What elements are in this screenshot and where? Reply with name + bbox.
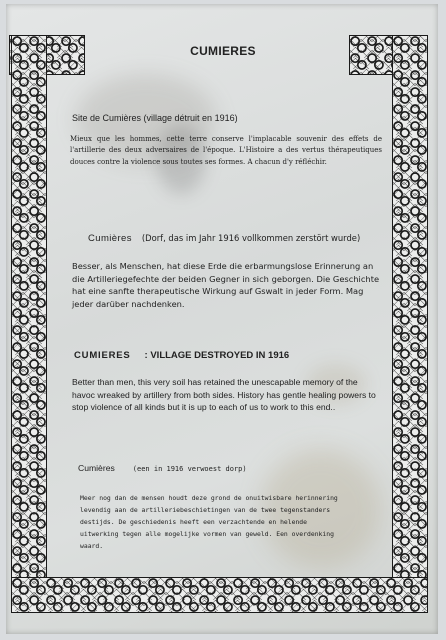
dutch-heading-place: Cumières xyxy=(78,463,115,473)
page-title: CUMIERES xyxy=(190,44,256,58)
french-heading: Site de Cumières (village détruit en 1916) xyxy=(72,113,238,123)
ornamental-border-bottom xyxy=(12,578,427,612)
german-paragraph: Besser, als Menschen, hat diese Erde die erbarmungslose Erinnerung an die Artilleriegefechte der beiden Gegner in sich geborgen. Die Geschichte hat eine sanfte therapeutische Wirkung auf Gswalt in jeder Form. Mag jeder darüber nachdenken. xyxy=(72,261,380,310)
english-paragraph: Better than men, this very soil has retained the unescapable memory of the havoc wreaked by artillery from both sides. History has gentle healing powers to stop violence of all kinds but it is up to each of us to work to this end.. xyxy=(72,377,376,413)
english-heading xyxy=(74,350,289,361)
english-heading-place: CUMIERES xyxy=(74,350,131,361)
english-heading-subtitle: : VILLAGE DESTROYED IN 1916 xyxy=(144,350,290,361)
french-paragraph: Mieux que les hommes, cette terre conserve l'implacable souvenir des effets de l'artillerie des deux adversaires de l'époque. L'Histoire a des vertus thérapeutiques douces contre la violence sous toutes ses formes. A chacun d'y réfléchir. xyxy=(70,135,382,166)
german-heading-subtitle: (Dorf, das im Jahr 1916 vollkommen zerstört wurde) xyxy=(141,233,361,243)
ornamental-border-right xyxy=(393,36,427,612)
ornamental-border-left xyxy=(12,36,46,612)
german-heading-place: Cumières xyxy=(88,233,132,244)
german-heading xyxy=(88,233,360,244)
dutch-heading xyxy=(78,463,247,473)
dutch-heading-subtitle: (een in 1916 verwoest dorp) xyxy=(132,465,247,473)
dutch-paragraph: Meer nog dan de mensen houdt deze grond de onuitwisbare herinnering levendig aan de artilleriebeschietingen van de twee tegenstanders destijds. De geschiedenis heeft een verzachtende en helende uitwerking tegen alle mogelijke vormen van geweld. Een overdenking waard. xyxy=(80,494,338,551)
